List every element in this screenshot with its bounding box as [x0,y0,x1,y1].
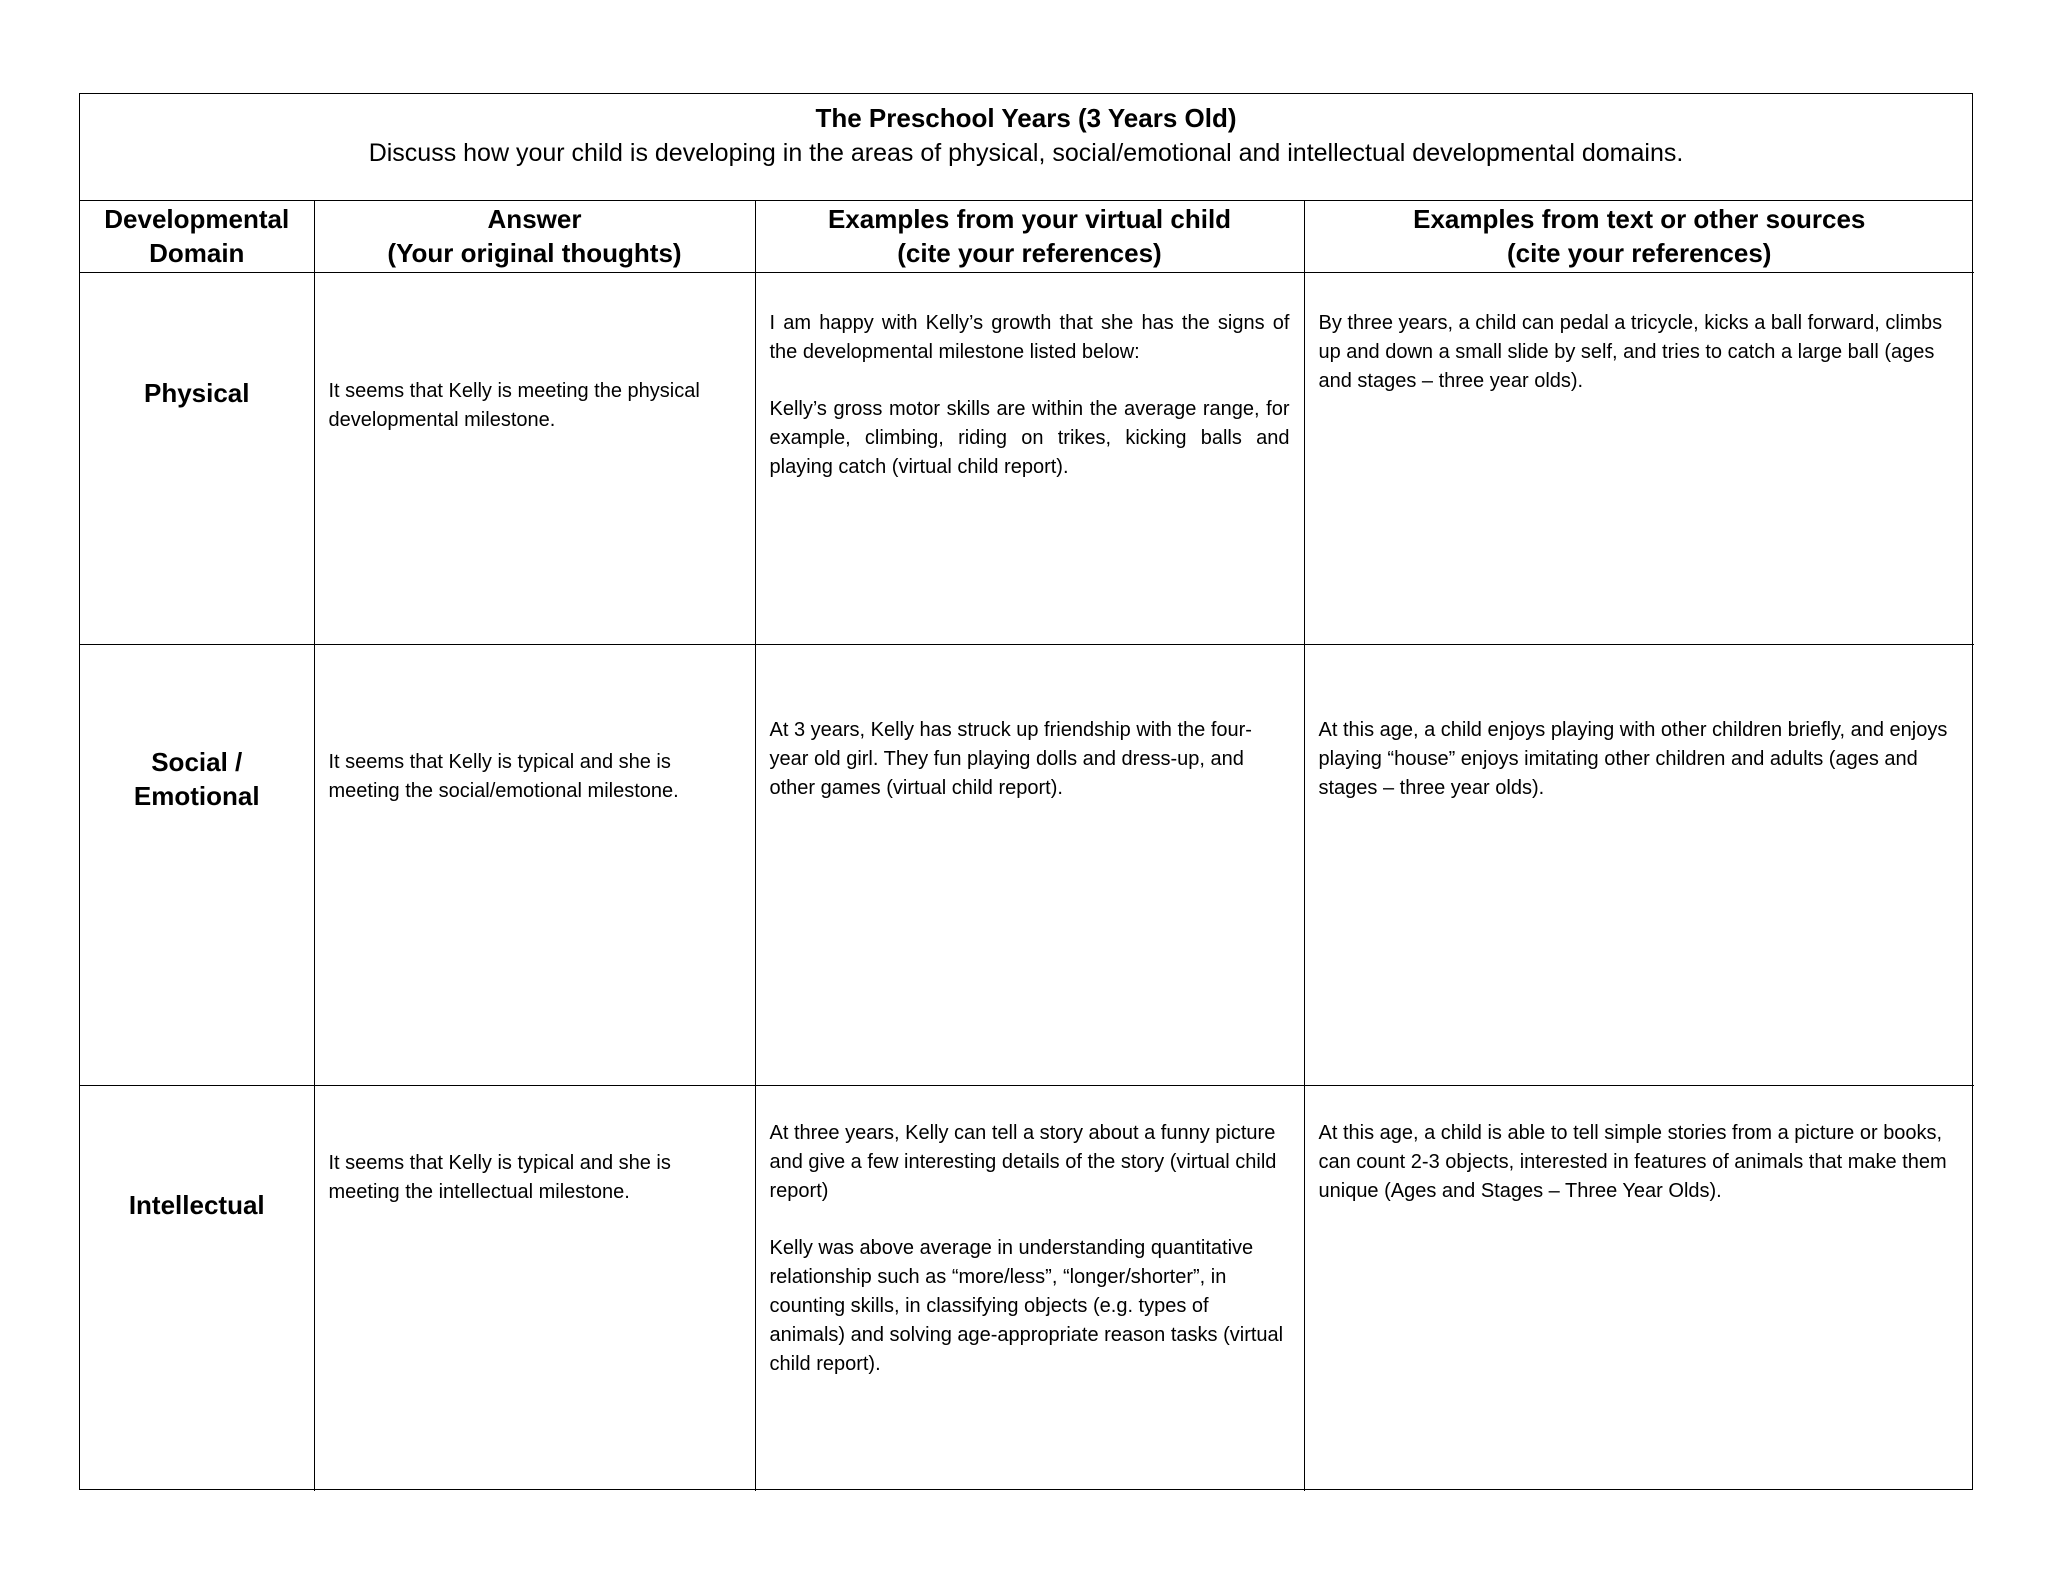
table-row-physical [80,272,1974,644]
column-header-virtual-child [755,201,1304,272]
answer-cell-physical [314,272,755,644]
domain-grid [80,201,1974,1491]
answer-cell-intellectual [314,1085,755,1491]
domain-label-physical [80,272,314,644]
domain-label-line: Physical [143,377,250,408]
domain-label-intellectual [80,1085,314,1491]
domain-label-line: Social / [151,746,243,777]
column-header-line: Examples from your virtual child [827,204,1232,235]
virtual-child-cell-physical [755,272,1304,644]
answer-text: It seems that Kelly is meeting the physical developmental milestone. [328,379,700,431]
domain-label-line: Intellectual [128,1189,265,1220]
column-header-line: (cite your references) [897,238,1162,269]
answer-text: It seems that Kelly is typical and she is meeting the social/emotional milestone. [328,750,679,802]
table-row-social-emotional [80,644,1974,1085]
text-source-paragraph: By three years, a child can pedal a tricycle, kicks a ball forward, climbs up and down a small slide by self, and tries to catch a large ball (ages and stages – three year olds). [1318,311,1943,392]
virtual-child-paragraph: I am happy with Kelly’s growth that she has the signs of the developmental milestone listed below: [769,311,1290,363]
column-header-line: (Your original thoughts) [387,238,682,269]
page-title: The Preschool Years (3 Years Old) [815,103,1237,133]
answer-cell-social-emotional [314,644,755,1085]
column-header-line: Examples from text or other sources [1413,204,1866,235]
virtual-child-paragraph: Kelly was above average in understanding quantitative relationship such as “more/less”, “longer/shorter”, in counting skills, in classifying objects (e.g. types of animals) and solving age-appropriate reason tasks (virtual child report). [769,1236,1284,1375]
column-header-line: Answer [487,204,582,235]
answer-text: It seems that Kelly is typical and she is meeting the intellectual milestone. [328,1151,671,1203]
virtual-child-cell-intellectual [755,1085,1304,1491]
column-header-line: (cite your references) [1507,238,1772,269]
virtual-child-paragraph: Kelly’s gross motor skills are within the average range, for example, climbing, riding on trikes, kicking balls and playing catch (virtual child report). [769,397,1290,478]
domain-label-line: Emotional [133,780,260,811]
virtual-child-paragraph: At three years, Kelly can tell a story about a funny picture and give a few interesting details of the story (virtual child report) [769,1121,1277,1202]
text-source-cell-social-emotional [1304,644,1974,1085]
page-subtitle: Discuss how your child is developing in the areas of physical, social/emotional and intellectual developmental domains. [368,139,1684,167]
column-header-line: Domain [149,238,245,269]
text-source-cell-physical [1304,272,1974,644]
header-row [80,201,1974,272]
column-header-text-sources [1304,201,1974,272]
text-source-cell-intellectual [1304,1085,1974,1491]
virtual-child-cell-social-emotional [755,644,1304,1085]
table-row-intellectual [80,1085,1974,1491]
column-header-line: Developmental [104,204,290,235]
title-block [80,94,1972,201]
domain-label-social-emotional [80,644,314,1085]
worksheet-table [79,93,1973,1490]
column-header-domain [80,201,314,272]
text-source-paragraph: At this age, a child enjoys playing with other children briefly, and enjoys playing “house” enjoys imitating other children and adults (ages and stages – three year olds). [1318,718,1948,799]
column-header-answer [314,201,755,272]
text-source-paragraph: At this age, a child is able to tell simple stories from a picture or books, can count 2-3 objects, interested in features of animals that make them unique (Ages and Stages – Three Year Olds). [1318,1121,1947,1202]
virtual-child-paragraph: At 3 years, Kelly has struck up friendship with the four-year old girl. They fun playing dolls and dress-up, and other games (virtual child report). [769,718,1252,799]
